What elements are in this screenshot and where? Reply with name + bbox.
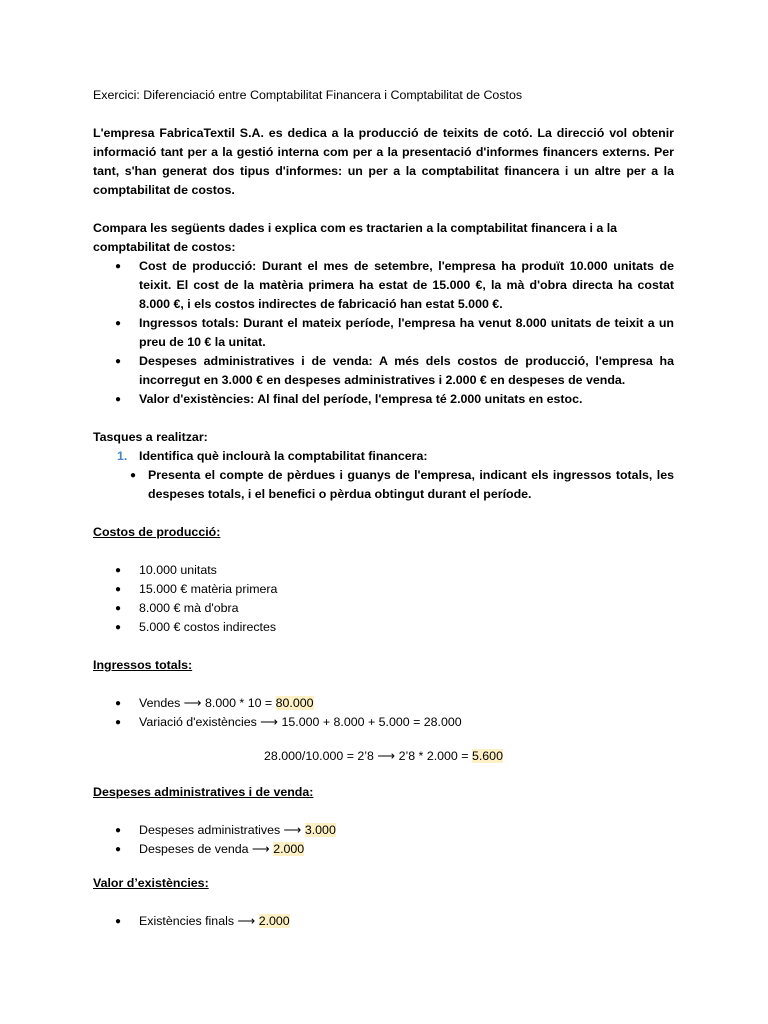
variacio-item: ● Variació d'existències ⟶ 15.000 + 8.000 + 5.000 = 28.000: [93, 713, 674, 732]
task-number: 1.: [117, 449, 128, 463]
document-content: [93, 86, 674, 931]
vendes-text: Vendes ⟶ 8.000 * 10 =: [139, 696, 276, 710]
vendes-value: 80.000: [275, 696, 314, 710]
despeses-venda-item: [93, 840, 674, 859]
calc-value: 5.600: [471, 749, 503, 763]
data-item-income: ● Ingressos totals: Durant el mateix període, l'empresa ha venut 8.000 unitats de teixit a un preu de 10 € la unitat.: [93, 314, 674, 352]
data-item-cost: ● Cost de producció: Durant el mes de setembre, l'empresa ha produït 10.000 unitats de teixit. El cost de la matèria primera ha estat de 15.000 €, la mà d'obra directa ha costat 8.000 €, i els costos indirectes de fabricació han estat 5.000 €.: [93, 257, 674, 314]
despeses-list: [93, 821, 674, 859]
task-item-1: [93, 447, 674, 466]
task-label: Identifica què inclourà la comptabilitat financera:: [139, 449, 428, 463]
existencies-list: [93, 912, 674, 931]
task-sub-item: ● Presenta el compte de pèrdues i guanys de l'empresa, indicant els ingressos totals, les despeses totals, i el benefici o pèrdua obtingut durant el període.: [93, 466, 674, 504]
admin-text: Despeses administratives ⟶: [139, 823, 305, 837]
existencies-item: [93, 912, 674, 931]
tasks-heading: Tasques a realitzar:: [93, 430, 208, 444]
costos-item: ● 15.000 € matèria primera: [93, 580, 674, 599]
venda-text: Despeses de venda ⟶: [139, 842, 274, 856]
ingressos-heading: Ingressos totals:: [93, 658, 193, 672]
stock-calculation: [93, 747, 674, 766]
data-item-stock: ● Valor d'existències: Al final del període, l'empresa té 2.000 unitats en estoc.: [93, 390, 674, 409]
costos-list: [93, 561, 674, 637]
data-list: [93, 257, 674, 409]
ingressos-list: [93, 694, 674, 732]
venda-value: 2.000: [273, 842, 305, 856]
costos-item: ● 5.000 € costos indirectes: [93, 618, 674, 637]
costos-item: ● 8.000 € mà d'obra: [93, 599, 674, 618]
calc-text: 28.000/10.000 = 2’8 ⟶ 2’8 * 2.000 =: [264, 749, 472, 763]
finals-value: 2.000: [258, 914, 290, 928]
despeses-heading: Despeses administratives i de venda:: [93, 785, 314, 799]
despeses-admin-item: [93, 821, 674, 840]
admin-value: 3.000: [304, 823, 336, 837]
intro-paragraph: L'empresa FabricaTextil S.A. es dedica a la producció de teixits de cotó. La direcció vol obtenir informació tant per a la gestió interna com per a la presentació d'informes financers externs. Per tant, s'han generat dos tipus d'informes: un per a la comptabilitat financera i un altre per a la comptabilitat de costos.: [93, 126, 674, 197]
data-item-expenses: ● Despeses administratives i de venda: A més dels costos de producció, l'empresa ha incorregut en 3.000 € en despeses administratives i 2.000 € en despeses de venda.: [93, 352, 674, 390]
costos-heading: Costos de producció:: [93, 525, 221, 539]
compare-prompt: Compara les següents dades i explica com es tractarien a la comptabilitat financera i a la comptabilitat de costos:: [93, 221, 618, 254]
exercise-title: Exercici: Diferenciació entre Comptabilitat Financera i Comptabilitat de Costos: [93, 88, 523, 102]
existencies-heading: Valor d’existències:: [93, 876, 209, 890]
costos-item: ● 10.000 unitats: [93, 561, 674, 580]
finals-text: Existències finals ⟶: [139, 914, 259, 928]
vendes-item: [93, 694, 674, 713]
